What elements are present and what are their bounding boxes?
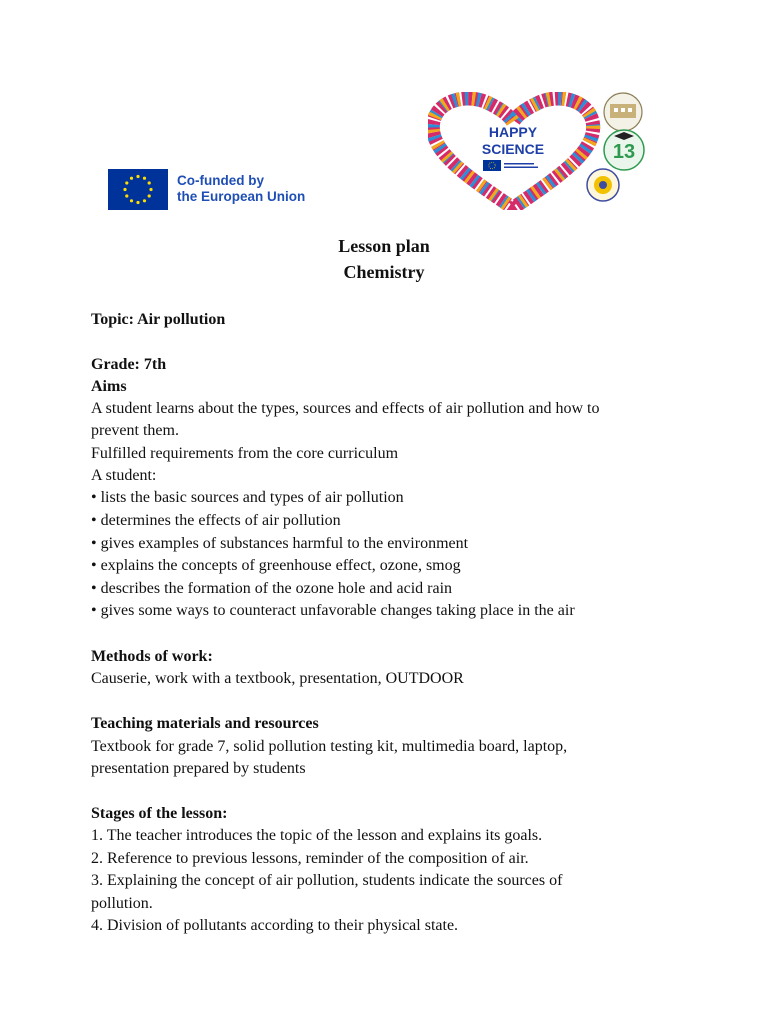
aims-intro-line1: A student learns about the types, sources and effects of air pollution and how to — [91, 400, 600, 417]
graduation-13-badge-icon — [604, 130, 644, 170]
stage-item: 4. Division of pollutants according to their physical state. — [91, 917, 459, 934]
materials-line2: presentation prepared by students — [91, 760, 306, 777]
materials-line1: Textbook for grade 7, solid pollution testing kit, multimedia board, laptop, — [91, 738, 568, 755]
stage-item: pollution. — [91, 895, 153, 912]
eu-logo-line1: Co-funded by — [177, 173, 264, 188]
aim-bullet: • describes the formation of the ozone hole and acid rain — [91, 580, 453, 597]
eu-flag-icon — [108, 169, 168, 210]
school-crest-icon — [587, 169, 619, 201]
aim-bullet: • explains the concepts of greenhouse effect, ozone, smog — [91, 557, 461, 574]
aims-heading: Aims — [91, 378, 127, 395]
grade-line: Grade: 7th — [91, 356, 167, 373]
stage-item: 2. Reference to previous lessons, reminder of the composition of air. — [91, 850, 529, 867]
materials-heading: Teaching materials and resources — [91, 715, 319, 732]
eu-logo-text — [177, 173, 305, 205]
stage-item: 3. Explaining the concept of air pollution, students indicate the sources of — [91, 872, 563, 889]
svg-text:13: 13 — [612, 141, 636, 163]
happy-logo-line1: HAPPY — [488, 124, 538, 140]
topic-line: Topic: Air pollution — [91, 311, 226, 328]
aims-intro-line2: prevent them. — [91, 422, 179, 439]
happy-logo-line2: SCIENCE — [481, 141, 545, 157]
school-building-icon — [604, 93, 642, 131]
eu-cofunded-logo — [108, 168, 318, 210]
requirements-line: Fulfilled requirements from the core curriculum — [91, 445, 399, 462]
methods-text: Causerie, work with a textbook, presentation, OUTDOOR — [91, 670, 464, 687]
stages-heading: Stages of the lesson: — [91, 805, 228, 822]
page-subtitle: Chemistry — [343, 262, 425, 282]
methods-heading: Methods of work: — [91, 648, 213, 665]
student-line: A student: — [91, 467, 157, 484]
aim-bullet: • lists the basic sources and types of air pollution — [91, 489, 404, 506]
aim-bullet: • gives some ways to counteract unfavorable changes taking place in the air — [91, 602, 575, 619]
eu-logo-line2: the European Union — [177, 189, 306, 204]
happy-science-logo — [428, 92, 658, 210]
aim-bullet: • determines the effects of air pollution — [91, 512, 341, 529]
aim-bullet: • gives examples of substances harmful to the environment — [91, 535, 469, 552]
stage-item: 1. The teacher introduces the topic of the lesson and explains its goals. — [91, 827, 543, 844]
page-title: Lesson plan — [338, 236, 430, 256]
